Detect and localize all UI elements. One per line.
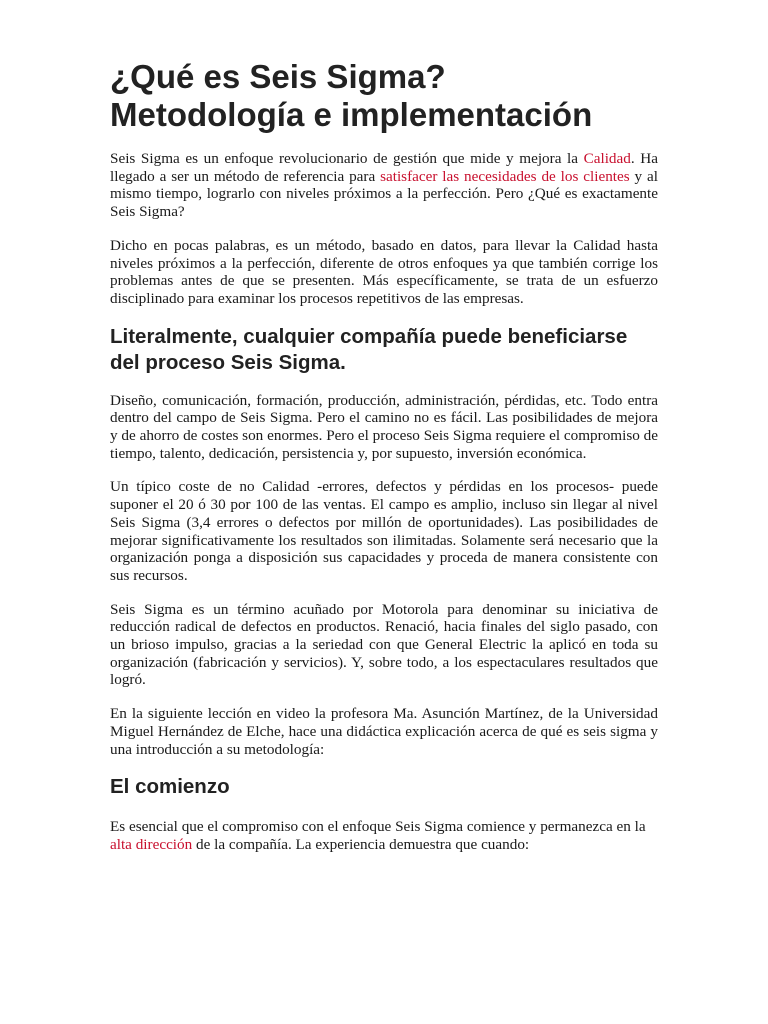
paragraph-definition: Dicho en pocas palabras, es un método, basado en datos, para llevar la Calidad hasta niveles próximos a la perfección, diferente de otros enfoques ya que también corrige los problemas antes de que se presenten. Más específicamente, se trata de un esfuerzo disciplinado para examinar los procesos repetitivos de las empresas.: [110, 236, 658, 307]
calidad-link[interactable]: Calidad: [583, 150, 631, 167]
intro-paragraph: [110, 150, 658, 221]
title-line-2: Metodología e implementación: [110, 96, 593, 133]
article: [110, 58, 658, 870]
paragraph-cost: Un típico coste de no Calidad -errores, defectos y pérdidas en los procesos- puede suponer el 20 ó 30 por 100 de las ventas. El campo es amplio, incluso sin llegar al nivel Seis Sigma (3,4 errores o defectos por millón de oportunidades). Las posibilidades de mejorar significativamente los resultados son ilimitadas. Solamente será necesario que la organización ponga a disposición sus capacidades y proceda de manera consistente con sus recursos.: [110, 478, 658, 584]
section-heading-company: Literalmente, cualquier compañía puede beneficiarse del proceso Seis Sigma.: [110, 324, 628, 374]
intro-text-2: . Ha llegado a ser un método de referencia para: [110, 150, 658, 185]
title-line-1: ¿Qué es Seis Sigma?: [110, 58, 446, 95]
paragraph-commitment: [110, 818, 658, 853]
intro-text-1: Seis Sigma es un enfoque revolucionario de gestión que mide y mejora la: [110, 150, 584, 167]
paragraph-history: Seis Sigma es un término acuñado por Motorola para denominar su iniciativa de reducción radical de defectos en productos. Renació, hacia finales del siglo pasado, con un brioso impulso, gracias a la seriedad con que General Electric la aplicó en toda su organización (fabricación y servicios). Y, sobre todo, a los espectaculares resultados que logró.: [110, 600, 658, 689]
satisfacer-necesidades-link[interactable]: satisfacer las necesidades de los clientes: [380, 167, 630, 185]
paragraph-video: En la siguiente lección en video la profesora Ma. Asunción Martínez, de la Universidad Miguel Hernández de Elche, hace una didáctica explicación acerca de qué es seis sigma y una introducción a su metodología:: [110, 705, 658, 758]
intro-text-3: y al mismo tiempo, lograrlo con niveles próximos a la perfección. Pero ¿Qué es exactamente Seis Sigma?: [110, 167, 658, 221]
section-heading-start: El comienzo: [110, 775, 230, 799]
commitment-text-1: Es esencial que el compromiso con el enfoque Seis Sigma comience y permanezca en la: [110, 818, 646, 836]
paragraph-scope: Diseño, comunicación, formación, producción, administración, pérdidas, etc. Todo entra dentro del campo de Seis Sigma. Pero el camino no es fácil. Las posibilidades de mejora y de ahorro de costes son enormes. Pero el proceso Seis Sigma requiere el compromiso de tiempo, talento, dedicación, persistencia y, por supuesto, inversión económica.: [110, 391, 658, 462]
article-title: [110, 58, 658, 134]
commitment-text-2: de la compañía. La experiencia demuestra que cuando:: [192, 835, 530, 853]
alta-direccion-link[interactable]: alta dirección: [110, 835, 193, 853]
